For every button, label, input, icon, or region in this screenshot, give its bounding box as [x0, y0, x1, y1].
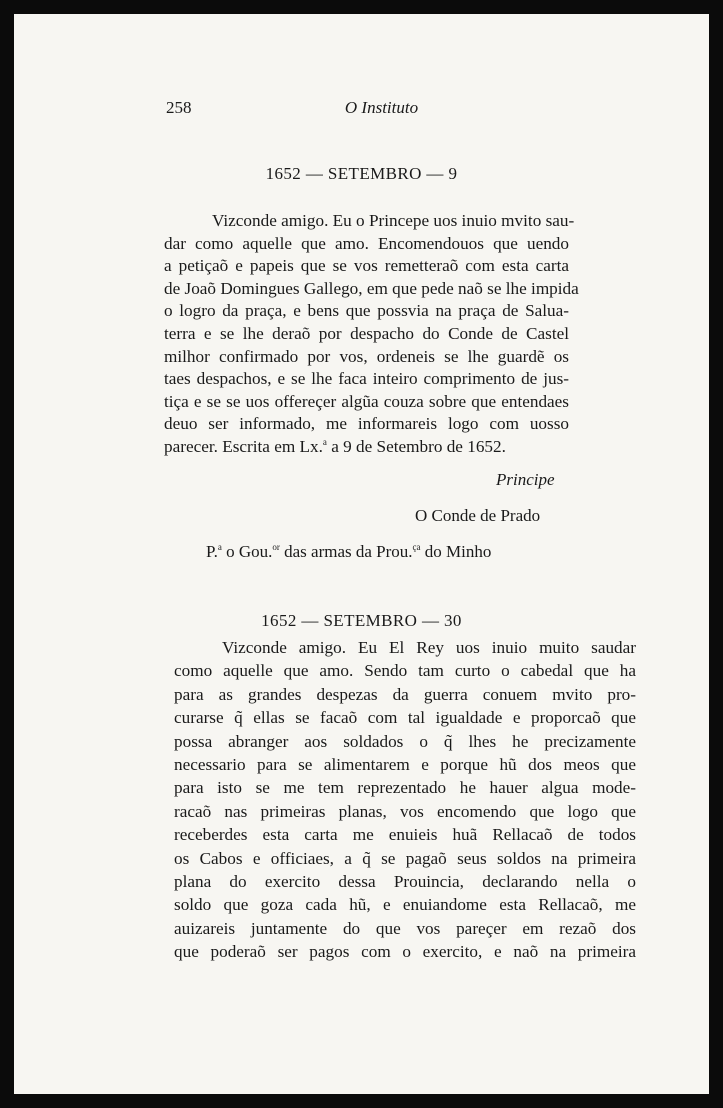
letter1-line: terra e se lhe deraõ por despacho do Conde de Castel [164, 323, 569, 343]
letter2-line: auizareis juntamente do que vos pareçer em rezaõ dos [174, 918, 636, 938]
letter1-line: milhor confirmado por vos, ordeneis se lhe guardẽ os [164, 346, 569, 366]
letter1-date-heading: 1652 — SETEMBRO — 9 [265, 164, 458, 183]
letter2-line: para isto se me tem reprezentado he hauer algua mode- [174, 778, 636, 798]
closing-text: parecer. Escrita em Lx. [164, 436, 323, 456]
letter2-line: Vizconde amigo. Eu El Rey uos inuio muito saudar [222, 638, 636, 657]
letter2-line: racaõ nas primeiras planas, vos encomendo que logo que [174, 801, 636, 821]
letter2-line: necessario para se alimentarem e porque hũ dos meos que [174, 755, 636, 775]
letter1-line: o logro da praça, e bens que possvia na praça de Salua- [164, 301, 569, 321]
address-superscript: ça [412, 542, 421, 552]
closing-date: a 9 de Setembro de 1652. [326, 436, 506, 456]
letter2-line: possa abranger aos soldados o q̃ lhes he precizamente [174, 731, 636, 751]
letter1-line: Vizconde amigo. Eu o Princepe uos inuio mvito sau- [212, 211, 575, 230]
letter1-line: tiça e se se uos offereçer algũa couza sobre que entendaes [164, 391, 569, 411]
letter1-signer: O Conde de Prado [415, 506, 541, 525]
letter1-line: deuo ser informado, me informareis logo com uosso [164, 414, 569, 434]
address-part: o Gou. [221, 542, 273, 561]
page-number: 258 [166, 98, 192, 117]
letter1-line: a petiçaõ e papeis que se vos remetteraõ com esta carta [164, 256, 569, 276]
letter1-line: de Joaõ Domingues Gallego, em que pede naõ se lhe impida [164, 278, 579, 298]
letter1-address [206, 542, 491, 562]
address-part: do Minho [420, 542, 492, 561]
letter2-line: como aquelle que amo. Sendo tam curto o cabedal que ha [174, 661, 636, 681]
address-part: das armas da Prou. [279, 542, 413, 561]
letter1-closing-line [164, 436, 569, 459]
letter1-signature: Principe [496, 470, 555, 489]
page-header [14, 98, 709, 122]
document-page [14, 14, 709, 1094]
letter2-line: curarse q̃ ellas se facaõ com tal igualdade e proporcaõ que [174, 708, 636, 728]
address-part: P. [206, 542, 218, 561]
running-title: O Instituto [344, 98, 419, 117]
letter2-date-heading: 1652 — SETEMBRO — 30 [261, 611, 462, 630]
address-superscript: or [272, 542, 280, 552]
letter1-line: taes despachos, e se lhe faca inteiro comprimento de jus- [164, 369, 569, 389]
letter1-line: dar como aquelle que amo. Encomendouos que uendo [164, 233, 569, 253]
letter2-line: os Cabos e officiaes, a q̃ se pagaõ seus soldos na primeira [174, 848, 636, 868]
address-superscript: a [217, 542, 222, 552]
closing-superscript: a [322, 436, 327, 447]
letter1-body [164, 210, 579, 459]
letter2-line: que poderaõ ser pagos com o exercito, e naõ na primeira [174, 942, 636, 962]
letter2-line: soldo que goza cada hũ, e enuiandome esta Rellacaõ, me [174, 895, 636, 915]
letter2-body [174, 636, 636, 964]
letter2-line: plana do exercito dessa Prouincia, declarando nella o [174, 872, 636, 892]
letter2-line: receberdes esta carta me enuieis huã Rellacaõ de todos [174, 825, 636, 845]
letter2-line: para as grandes despezas da guerra conuem mvito pro- [174, 684, 636, 704]
